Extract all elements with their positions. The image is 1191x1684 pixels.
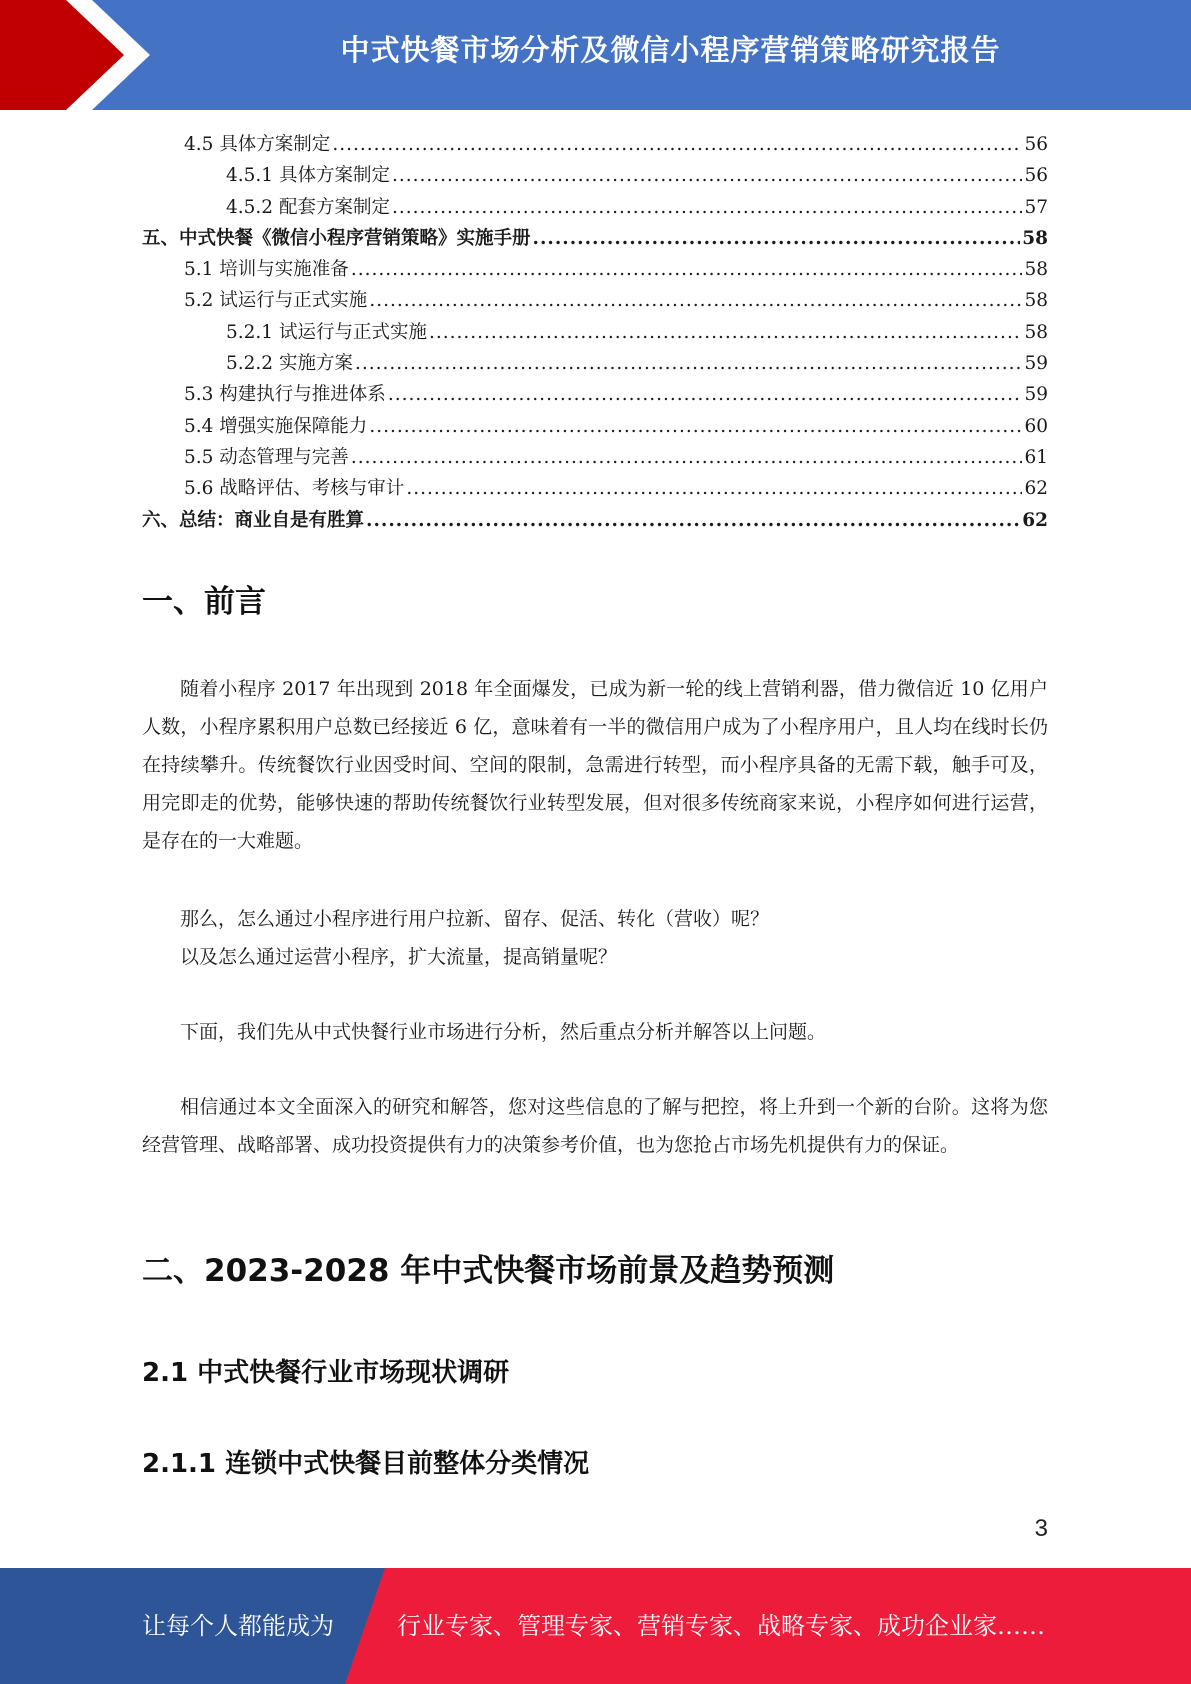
section-heading-forecast: 二、2023-2028 年中式快餐市场前景及趋势预测 [142,1253,835,1289]
toc-entry[interactable] [142,412,1048,443]
section-heading-preface: 一、前言 [142,584,266,620]
subsection-heading-2-1-1: 2.1.1 连锁中式快餐目前整体分类情况 [142,1449,590,1479]
toc-entry[interactable] [142,224,1048,255]
toc-leader [406,478,1022,499]
toc-entry-label: 六、总结：商业自是有胜算 [142,509,365,531]
toc-entry-label: 4.5.1 具体方案制定 [226,165,390,187]
toc-entry-page: 58 [1022,227,1048,249]
toc-leader [429,322,1022,343]
toc-leader [388,384,1023,405]
preface-paragraph: 随着小程序 2017 年出现到 2018 年全面爆发，已成为新一轮的线上营销利器，借力微信近 10 亿用户人数，小程序累积用户总数已经接近 6 亿，意味着有一半的微信用户成为了小程序用户，且人均在线时长仍在持续攀升。传统餐饮行业因受时间、空间的限制，急需进行转型，而小程序具备的无需下载，触手可及，用完即走的优势，能够快速的帮助传统餐饮行业转型发展，但对很多传统商家来说，小程序如何进行运营，是存在的一大难题。 [142,678,1048,852]
toc-entry-label: 5.2 试运行与正式实施 [184,290,368,312]
page-header [0,0,1191,110]
toc-entry-page: 59 [1024,353,1048,375]
toc-entry-page: 58 [1024,259,1048,281]
toc-leader [533,228,1021,249]
toc-entry[interactable] [142,506,1048,537]
preface-question-1: 那么，怎么通过小程序进行用户拉新、留存、促活、转化（营收）呢？ [180,908,770,930]
toc-entry-page: 60 [1024,415,1048,437]
toc-entry[interactable] [142,380,1048,411]
toc-entry-label: 4.5 具体方案制定 [184,134,331,155]
preface-conclusion-paragraph: 相信通过本文全面深入的研究和解答，您对这些信息的了解与把控，将上升到一个新的台阶。这将为您经营管理、战略部署、成功投资提供有力的决策参考价值，也为您抢占市场先机提供有力的保证。 [142,1096,1048,1156]
toc-entry-page: 62 [1022,509,1048,531]
toc-entry-label: 5.3 构建执行与推进体系 [184,384,386,406]
toc-entry-page: 56 [1024,134,1048,155]
toc-entry-label: 5.6 战略评估、考核与审计 [184,478,405,500]
page-footer [0,1568,1191,1684]
toc-leader [351,259,1023,280]
toc-entry-page: 58 [1024,290,1048,312]
table-of-contents [142,130,1048,537]
footer-slogan-right: 行业专家、管理专家、营销专家、战略专家、成功企业家…… [397,1612,1045,1640]
toc-entry[interactable] [142,130,1048,161]
toc-leader [392,197,1022,218]
toc-entry[interactable] [142,474,1048,505]
toc-entry-page: 61 [1024,446,1048,468]
preface-intro-line: 下面，我们先从中式快餐行业市场进行分析，然后重点分析并解答以上问题。 [180,1021,827,1043]
toc-leader [366,510,1020,531]
toc-entry-label: 5.2.1 试运行与正式实施 [226,321,427,343]
report-title: 中式快餐市场分析及微信小程序营销策略研究报告 [340,33,1001,67]
toc-leader [369,290,1022,311]
toc-entry[interactable] [142,318,1048,349]
subsection-heading-2-1: 2.1 中式快餐行业市场现状调研 [142,1358,510,1388]
preface-question-2: 以及怎么通过运营小程序，扩大流量，提高销量呢？ [180,946,618,968]
toc-entry-page: 62 [1024,478,1048,500]
toc-leader [332,134,1022,155]
toc-entry-page: 58 [1024,321,1048,343]
toc-entry-label: 5.2.2 实施方案 [226,353,353,375]
toc-entry[interactable] [142,255,1048,286]
toc-entry-label: 5.5 动态管理与完善 [184,446,349,468]
footer-slogan-left: 让每个人都能成为 [142,1612,334,1640]
page-number: 3 [1034,1515,1048,1542]
toc-entry-label: 4.5.2 配套方案制定 [226,196,390,218]
toc-entry-page: 59 [1024,384,1048,406]
toc-entry-label: 5.1 培训与实施准备 [184,259,349,281]
toc-leader [351,447,1023,468]
toc-leader [355,353,1023,374]
toc-entry-label: 5.4 增强实施保障能力 [184,415,368,437]
toc-entry[interactable] [142,286,1048,317]
toc-entry-label: 五、中式快餐《微信小程序营销策略》实施手册 [142,227,531,249]
toc-entry-page: 56 [1024,165,1048,187]
toc-leader [392,165,1022,186]
toc-entry[interactable] [142,443,1048,474]
toc-entry[interactable] [142,349,1048,380]
toc-entry-page: 57 [1024,196,1048,218]
toc-entry[interactable] [142,193,1048,224]
toc-entry[interactable] [142,161,1048,192]
toc-leader [369,416,1022,437]
